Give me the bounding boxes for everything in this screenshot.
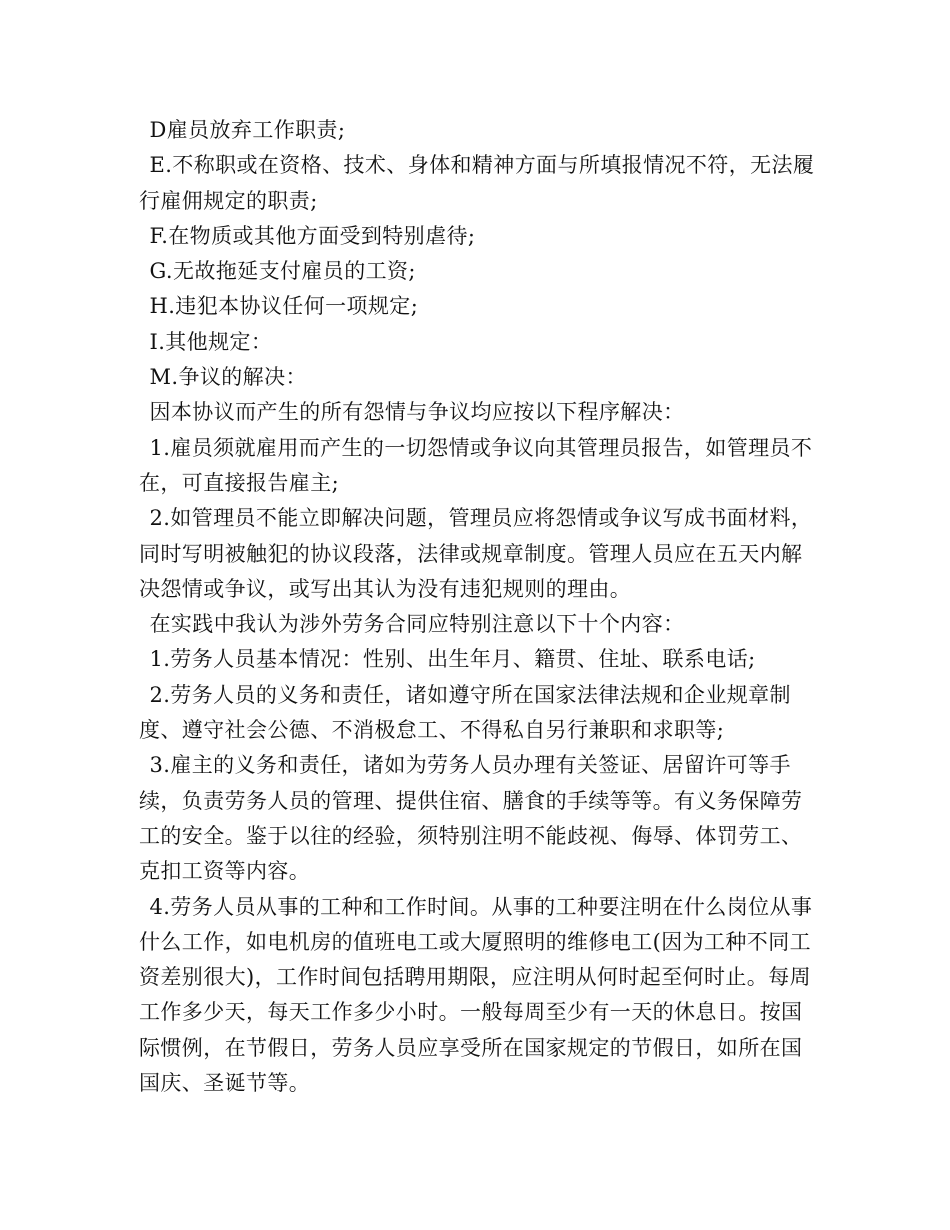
paragraph-dispute-step-1: 1.雇员须就雇用而产生的一切怨情或争议向其管理员报告，如管理员不在，可直接报告雇主; bbox=[139, 435, 813, 495]
paragraph-practice-item-1: 1.劳务人员基本情况：性别、出生年月、籍贯、住址、联系电话; bbox=[149, 647, 756, 672]
paragraph-clause-g: G.无故拖延支付雇员的工资; bbox=[149, 259, 416, 284]
section-heading-dispute: M.争议的解决： bbox=[149, 365, 307, 390]
paragraph-clause-h: H.违犯本协议任何一项规定; bbox=[149, 294, 419, 319]
paragraph-clause-f: F.在物质或其他方面受到特别虐待; bbox=[149, 223, 476, 248]
paragraph-clause-e: E.不称职或在资格、技术、身体和精神方面与所填报情况不符，无法履行雇佣规定的职责; bbox=[139, 153, 815, 213]
paragraph-dispute-step-2: 2.如管理员不能立即解决问题，管理员应将怨情或争议写成书面材料，同时写明被触犯的协议段落，法律或规章制度。管理人员应在五天内解决怨情或争议，或写出其认为没有违犯规则的理由。 bbox=[139, 506, 813, 601]
paragraph-clause-d: D雇员放弃工作职责; bbox=[149, 118, 346, 142]
paragraph-practice-intro: 在实践中我认为涉外劳务合同应特别注意以下十个内容： bbox=[149, 612, 685, 637]
document-body bbox=[139, 113, 819, 1101]
paragraph-dispute-intro: 因本协议而产生的所有怨情与争议均应按以下程序解决： bbox=[149, 400, 685, 425]
paragraph-practice-item-4: 4.劳务人员从事的工种和工作时间。从事的工种要注明在什么岗位从事什么工作，如电机房的值班电工或大厦照明的维修电工(因为工种不同工资差别很大)，工作时间包括聘用期限，应注明从何时起至何时止。每周工作多少天，每天工作多少小时。一般每周至少有一天的休息日。按国际惯例，在节假日，劳务人员应享受所在国家规定的节假日，如所在国国庆、圣诞节等。 bbox=[139, 894, 813, 1096]
paragraph-clause-i: I.其他规定： bbox=[149, 329, 273, 354]
paragraph-practice-item-3: 3.雇主的义务和责任，诸如为劳务人员办理有关签证、居留许可等手续，负责劳务人员的管理、提供住宿、膳食的手续等等。有义务保障劳工的安全。鉴于以往的经验，须特别注明不能歧视、侮辱、体罚劳工、克扣工资等内容。 bbox=[139, 753, 803, 884]
paragraph-practice-item-2: 2.劳务人员的义务和责任，诸如遵守所在国家法律法规和企业规章制度、遵守社会公德、不消极怠工、不得私自另行兼职和求职等; bbox=[139, 682, 791, 743]
